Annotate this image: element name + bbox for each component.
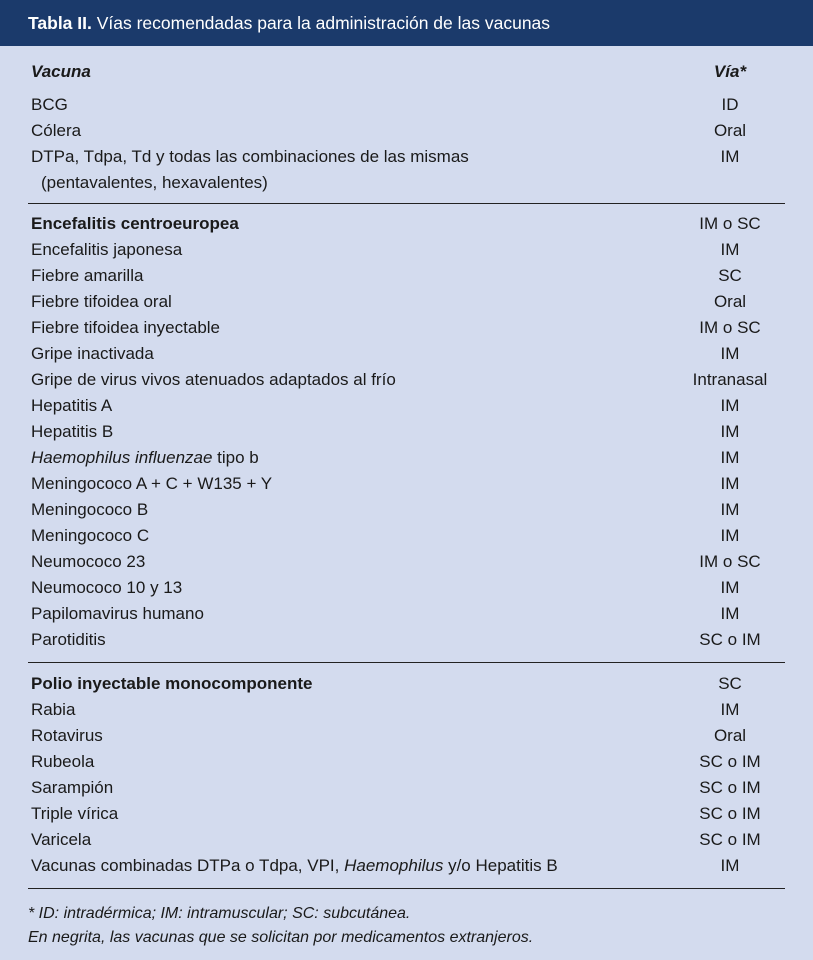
vaccine-route: IM — [720, 604, 740, 623]
vaccine-name — [31, 853, 558, 879]
vaccine-route: IM — [720, 474, 740, 493]
vaccine-route: IM — [720, 500, 740, 519]
table-row — [28, 445, 785, 471]
table-row — [28, 289, 785, 315]
vaccine-route: Oral — [713, 292, 747, 311]
vaccine-name: Rabia — [31, 700, 76, 719]
table-title-bar — [0, 0, 813, 46]
vaccine-route: SC o IM — [699, 804, 761, 823]
table-row — [28, 497, 785, 523]
table-bottom-rule — [28, 888, 785, 889]
vaccine-route: Oral — [713, 121, 747, 140]
group-divider — [28, 662, 785, 663]
vaccine-name: Meningococo A + C + W135 + Y — [31, 474, 273, 493]
table-row-continuation — [28, 170, 785, 196]
vaccine-route: IM — [720, 700, 740, 719]
vaccine-name: Hepatitis A — [31, 396, 113, 415]
table-row — [28, 549, 785, 575]
table-number: Tabla II. — [28, 13, 92, 33]
vaccine-route: Intranasal — [692, 370, 768, 389]
table-row — [28, 315, 785, 341]
table-row — [28, 237, 785, 263]
table-row — [28, 144, 785, 170]
table-row — [28, 671, 785, 697]
vaccine-name — [31, 445, 259, 471]
vaccine-name-part1: Vacunas combinadas DTPa o Tdpa, VPI, — [31, 856, 345, 875]
vaccine-name: Varicela — [31, 830, 92, 849]
vaccine-name: Cólera — [31, 121, 82, 140]
vaccine-name: DTPa, Tdpa, Td y todas las combinaciones de las mismas — [31, 147, 469, 166]
vaccine-name: Meningococo C — [31, 526, 150, 545]
vaccine-route: SC o IM — [699, 830, 761, 849]
vaccine-route: SC — [718, 674, 742, 693]
table-row — [28, 723, 785, 749]
vaccine-name: Encefalitis centroeuropea — [31, 214, 239, 233]
vaccine-name: Gripe inactivada — [31, 344, 154, 363]
vaccine-name: Neumococo 10 y 13 — [31, 578, 183, 597]
vaccine-name-italic: Haemophilus — [344, 856, 444, 875]
table-row — [28, 749, 785, 775]
vaccine-route: IM — [720, 147, 740, 166]
vaccine-route: SC — [718, 266, 742, 285]
vaccine-name: Triple vírica — [31, 804, 119, 823]
table-row — [28, 471, 785, 497]
table-row — [28, 801, 785, 827]
vaccine-name-italic: Haemophilus influenzae — [31, 448, 213, 467]
table-row — [28, 523, 785, 549]
vaccine-name: Rotavirus — [31, 726, 103, 745]
table-row — [28, 211, 785, 237]
vaccine-name: Fiebre amarilla — [31, 266, 144, 285]
table-row — [28, 118, 785, 144]
vaccine-route: IM — [720, 578, 740, 597]
vaccine-name: Meningococo B — [31, 500, 149, 519]
footnote — [28, 902, 788, 950]
vaccine-name: Encefalitis japonesa — [31, 240, 183, 259]
table-row — [28, 263, 785, 289]
footnote-abbreviations: * ID: intradérmica; IM: intramuscular; SC: subcutánea. — [28, 905, 411, 922]
column-header-via: Vía* — [713, 62, 747, 81]
vaccine-name: Papilomavirus humano — [31, 604, 204, 623]
vaccine-route: Oral — [713, 726, 747, 745]
table-row — [28, 393, 785, 419]
vaccine-name-rest: tipo b — [212, 448, 259, 467]
vaccine-route: IM — [720, 344, 740, 363]
vaccine-route: IM o SC — [699, 318, 761, 337]
vaccine-route: SC o IM — [699, 778, 761, 797]
vaccine-route: SC o IM — [699, 752, 761, 771]
table-row — [28, 92, 785, 118]
column-headers — [28, 59, 785, 85]
vaccine-route: IM — [720, 856, 740, 875]
table-row — [28, 575, 785, 601]
vaccine-name: Rubeola — [31, 752, 95, 771]
vaccine-route: IM — [720, 396, 740, 415]
vaccine-route: ID — [721, 95, 739, 114]
table-row — [28, 419, 785, 445]
vaccine-route: IM o SC — [699, 214, 761, 233]
vaccine-name: Gripe de virus vivos atenuados adaptados al frío — [31, 370, 396, 389]
table-row — [28, 341, 785, 367]
vaccine-route: IM o SC — [699, 552, 761, 571]
vaccine-name: Polio inyectable monocomponente — [31, 674, 313, 693]
vaccine-name: Hepatitis B — [31, 422, 114, 441]
table-row — [28, 367, 785, 393]
footnote-bold-note: En negrita, las vacunas que se solicitan por medicamentos extranjeros. — [28, 929, 534, 946]
vaccine-name: BCG — [31, 95, 68, 114]
vaccine-name: Fiebre tifoidea inyectable — [31, 318, 221, 337]
table-row — [28, 853, 785, 879]
table-row — [28, 627, 785, 653]
vaccine-name: Fiebre tifoidea oral — [31, 292, 172, 311]
vaccine-route: IM — [720, 422, 740, 441]
vaccine-name-continuation: (pentavalentes, hexavalentes) — [41, 173, 268, 192]
column-header-vacuna: Vacuna — [31, 62, 91, 81]
vaccine-name: Neumococo 23 — [31, 552, 146, 571]
table-row — [28, 775, 785, 801]
vaccine-route: IM — [720, 448, 740, 467]
vaccine-name: Sarampión — [31, 778, 114, 797]
table-row — [28, 827, 785, 853]
table-row — [28, 601, 785, 627]
vaccine-name: Parotiditis — [31, 630, 106, 649]
vaccine-route: IM — [720, 526, 740, 545]
vaccine-route: SC o IM — [699, 630, 761, 649]
table-row — [28, 697, 785, 723]
table-title: Vías recomendadas para la administración de las vacunas — [91, 13, 551, 33]
vaccine-route: IM — [720, 240, 740, 259]
group-divider — [28, 203, 785, 204]
vaccine-name-part3: y/o Hepatitis B — [443, 856, 558, 875]
